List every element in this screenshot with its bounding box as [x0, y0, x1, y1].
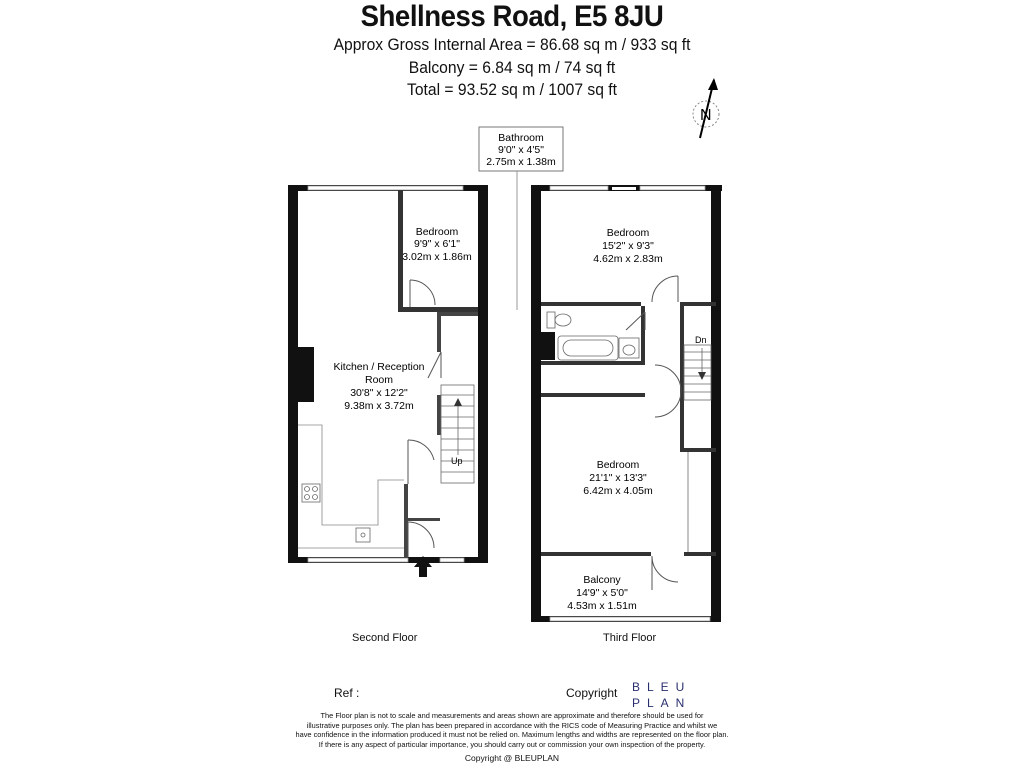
- balcony-imperial: 14'9" x 5'0": [576, 587, 628, 599]
- balcony-area-text: Balcony = 6.84 sq m / 74 sq ft: [408, 58, 616, 77]
- bathroom-name: Bathroom: [498, 132, 544, 144]
- bedroom-2f-metric: 3.02m x 1.86m: [402, 251, 472, 263]
- total-area-text: Total = 93.52 sq m / 1007 sq ft: [407, 80, 617, 99]
- copyright-label: Copyright: [566, 686, 618, 700]
- bedroom-3f-top-imperial: 15'2" x 9'3": [602, 240, 654, 252]
- bathroom-callout: [479, 127, 563, 310]
- balcony-metric: 4.53m x 1.51m: [567, 600, 637, 612]
- hob-icon: [302, 484, 320, 502]
- bedroom-3f-main-name: Bedroom: [596, 459, 640, 471]
- logo-line1: BLEU: [632, 680, 692, 694]
- stairs-up-label: Up: [451, 456, 463, 466]
- bedroom-3f-main-metric: 6.42m x 4.05m: [583, 485, 653, 497]
- toilet-icon: [547, 312, 571, 328]
- bleuplan-logo: [632, 679, 691, 711]
- logo-line2: PLAN: [632, 696, 692, 710]
- bathroom-metric: 2.75m x 1.38m: [486, 156, 556, 168]
- disclaimer: [262, 711, 762, 749]
- third-floor-plan: [531, 185, 722, 622]
- gross-area-text: Approx Gross Internal Area = 86.68 sq m / 933 sq ft: [333, 35, 691, 54]
- stairs-down-label: Dn: [695, 335, 707, 345]
- bedroom-3f-top-metric: 4.62m x 2.83m: [593, 253, 663, 265]
- compass-north-label: N: [700, 107, 712, 124]
- kitchen-imperial: 30'8" x 12'2": [350, 387, 408, 399]
- bedroom-3f-main-imperial: 21'1" x 13'3": [589, 472, 647, 484]
- basin-icon: [619, 338, 639, 358]
- ref-label: Ref :: [334, 686, 360, 700]
- kitchen-metric: 9.38m x 3.72m: [344, 400, 414, 412]
- second-floor-label: Second Floor: [352, 632, 418, 644]
- bathtub-icon: [558, 336, 618, 360]
- bathroom-imperial: 9'0" x 4'5": [498, 144, 544, 156]
- second-floor-plan: [288, 185, 488, 577]
- disclaimer-line4: If there is any aspect of particular importance, you should carry out or commission your own inspection of the property.: [318, 739, 706, 749]
- bedroom-2f-imperial: 9'9" x 6'1": [414, 238, 460, 250]
- page-title: Shellness Road, E5 8JU: [360, 0, 664, 33]
- third-floor-label: Third Floor: [603, 632, 657, 644]
- kitchen-name-line1: Kitchen / Reception: [333, 361, 425, 373]
- bedroom-2f-name: Bedroom: [415, 226, 459, 238]
- kitchen-name-line2: Room: [364, 374, 394, 386]
- bedroom-3f-top-name: Bedroom: [606, 227, 650, 239]
- sink-icon: [356, 528, 370, 542]
- balcony-name: Balcony: [583, 574, 621, 586]
- compass-icon: [693, 78, 719, 138]
- disclaimer-line3: have confidence in the information produced it must not be relied on. Maximum lengths and widths are represented on the floor plan.: [295, 730, 729, 740]
- disclaimer-line2: illustrative purposes only. The plan has been prepared in accordance with the RICS code of Measuring Practice and whilst we: [306, 720, 718, 730]
- disclaimer-line1: The Floor plan is not to scale and measurements and areas shown are approximate and therefore should be used for: [320, 711, 704, 720]
- footer-copyright: Copyright @ BLEUPLAN: [464, 753, 560, 763]
